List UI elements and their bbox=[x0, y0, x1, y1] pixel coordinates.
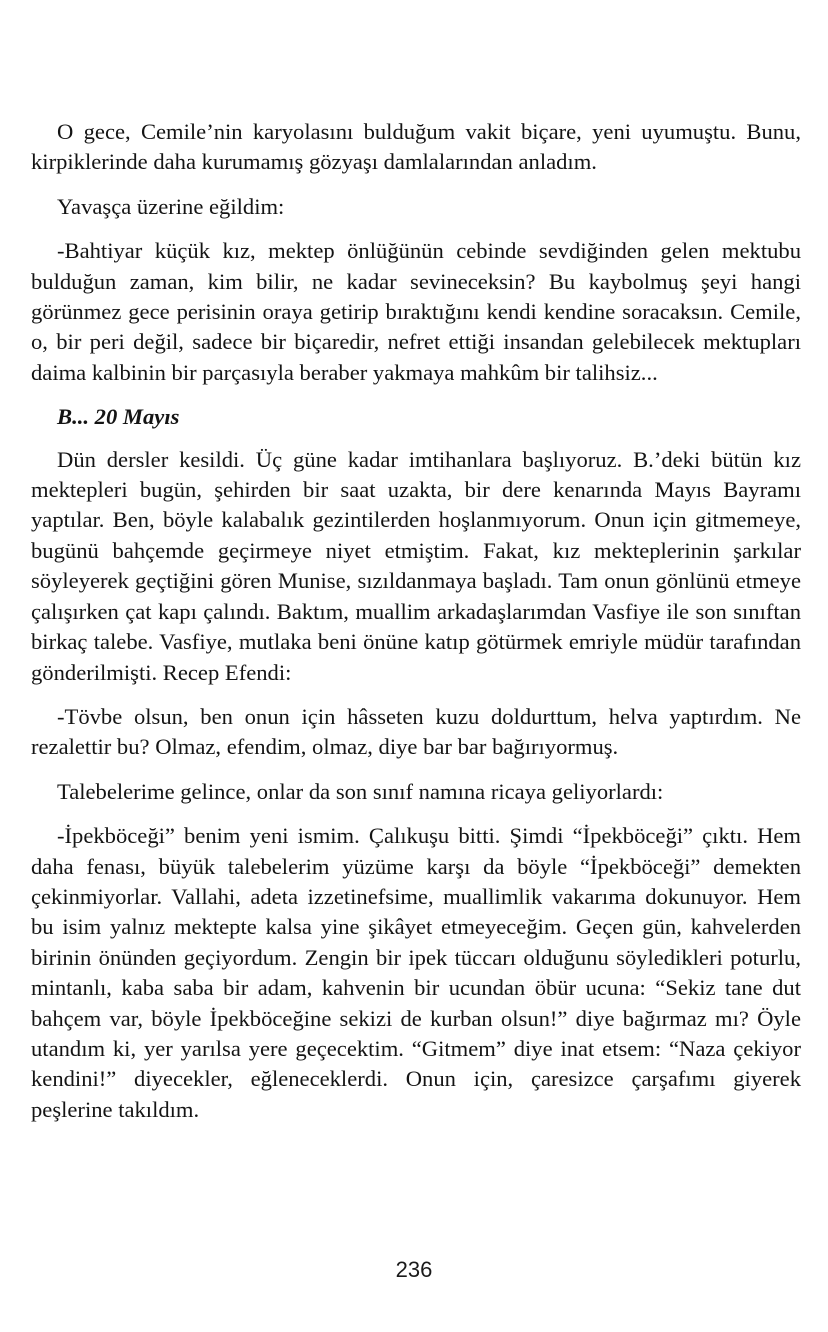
paragraph: Talebelerime gelince, onlar da son sınıf namına ricaya geliyorlardı: bbox=[57, 778, 664, 804]
paragraph: -Tövbe olsun, ben onun için hâsseten kuzu doldurttum, helva yaptırdım. Ne rezalettir bu? Olmaz, efendim, olmaz, diye bar bar bağırıyormuş. bbox=[31, 703, 801, 760]
date-heading: B... 20 Mayıs bbox=[57, 404, 180, 430]
paragraph: O gece, Cemile’nin karyolasını bulduğum vakit biçare, yeni uyumuştu. Bunu, kirpiklerinde daha kurumamış gözyaşı damlalarından anladım. bbox=[31, 119, 801, 175]
body-text bbox=[31, 117, 801, 1139]
page-number: 236 bbox=[395, 1257, 433, 1282]
paragraph: -Bahtiyar küçük kız, mektep önlüğünün cebinde sevdiğinden gelen mektubu bulduğun zaman, kim bilir, ne kadar sevineceksin? Bu kaybolmuş şeyi hangi görünmez gece perisinin oraya getirip bıraktığını kendi kendine soracaksın. Cemile, o, bir peri değil, sadece bir biçaredir, nefret ettiği insandan gelebilecek mektupları daima kalbinin bir parçasıyla beraber yakmaya mahkûm bir talihsiz... bbox=[31, 238, 801, 385]
paragraph: Yavaşça üzerine eğildim: bbox=[57, 193, 285, 219]
paragraph: Dün dersler kesildi. Üç güne kadar imtihanlara başlıyoruz. B.’deki bütün kız mektepleri bugün, şehirden bir saat uzakta, bir dere kenarında Mayıs Bayramı yaptılar. Ben, böyle kalabalık gezintilerden hoşlanmıyorum. Onun için gitmemeye, bugünü bahçemde geçirmeye niyet etmiştim. Fakat, kız mekteplerinin şarkılar söyleyerek geçtiğini gören Munise, sızıldanmaya başladı. Tam onun gönlünü etmeye çalışırken çat kapı çalındı. Baktım, muallim arkadaşlarımdan Vasfiye ile son sınıftan birkaç talebe. Vasfiye, mutlaka beni önüne katıp götürmek emriyle müdür tarafından gönderilmişti. Recep Efendi: bbox=[31, 446, 801, 685]
paragraph: -İpekböceği” benim yeni ismim. Çalıkuşu bitti. Şimdi “İpekböceği” çıktı. Hem daha fenası, büyük talebelerim yüzüme karşı da böyle “İpekböceği” demekten çekinmiyorlar. Vallahi, adeta izzetinefsime, muallimlik vakarıma dokunuyor. Hem bu isim yalnız mektepte kalsa yine şikâyet etmeyeceğim. Geçen gün, kahvelerden birinin önünden geçiyordum. Zengin bir ipek tüccarı olduğunu söyledikleri poturlu, mintanlı, kaba saba bir adam, kahvenin bir ucundan öbür ucuna: “Sekiz tane dut bahçem var, böyle İpekböceğine sekizi de kurban olsun!” diye bağırmaz mı? Öyle utandım ki, yer yarılsa yere geçecektim. “Gitmem” diye inat etsem: “Naza çekiyor kendini!” diyecekler, eğleneceklerdi. Onun için, çaresizce çarşafımı giyerek peşlerine takıldım. bbox=[31, 823, 801, 1122]
